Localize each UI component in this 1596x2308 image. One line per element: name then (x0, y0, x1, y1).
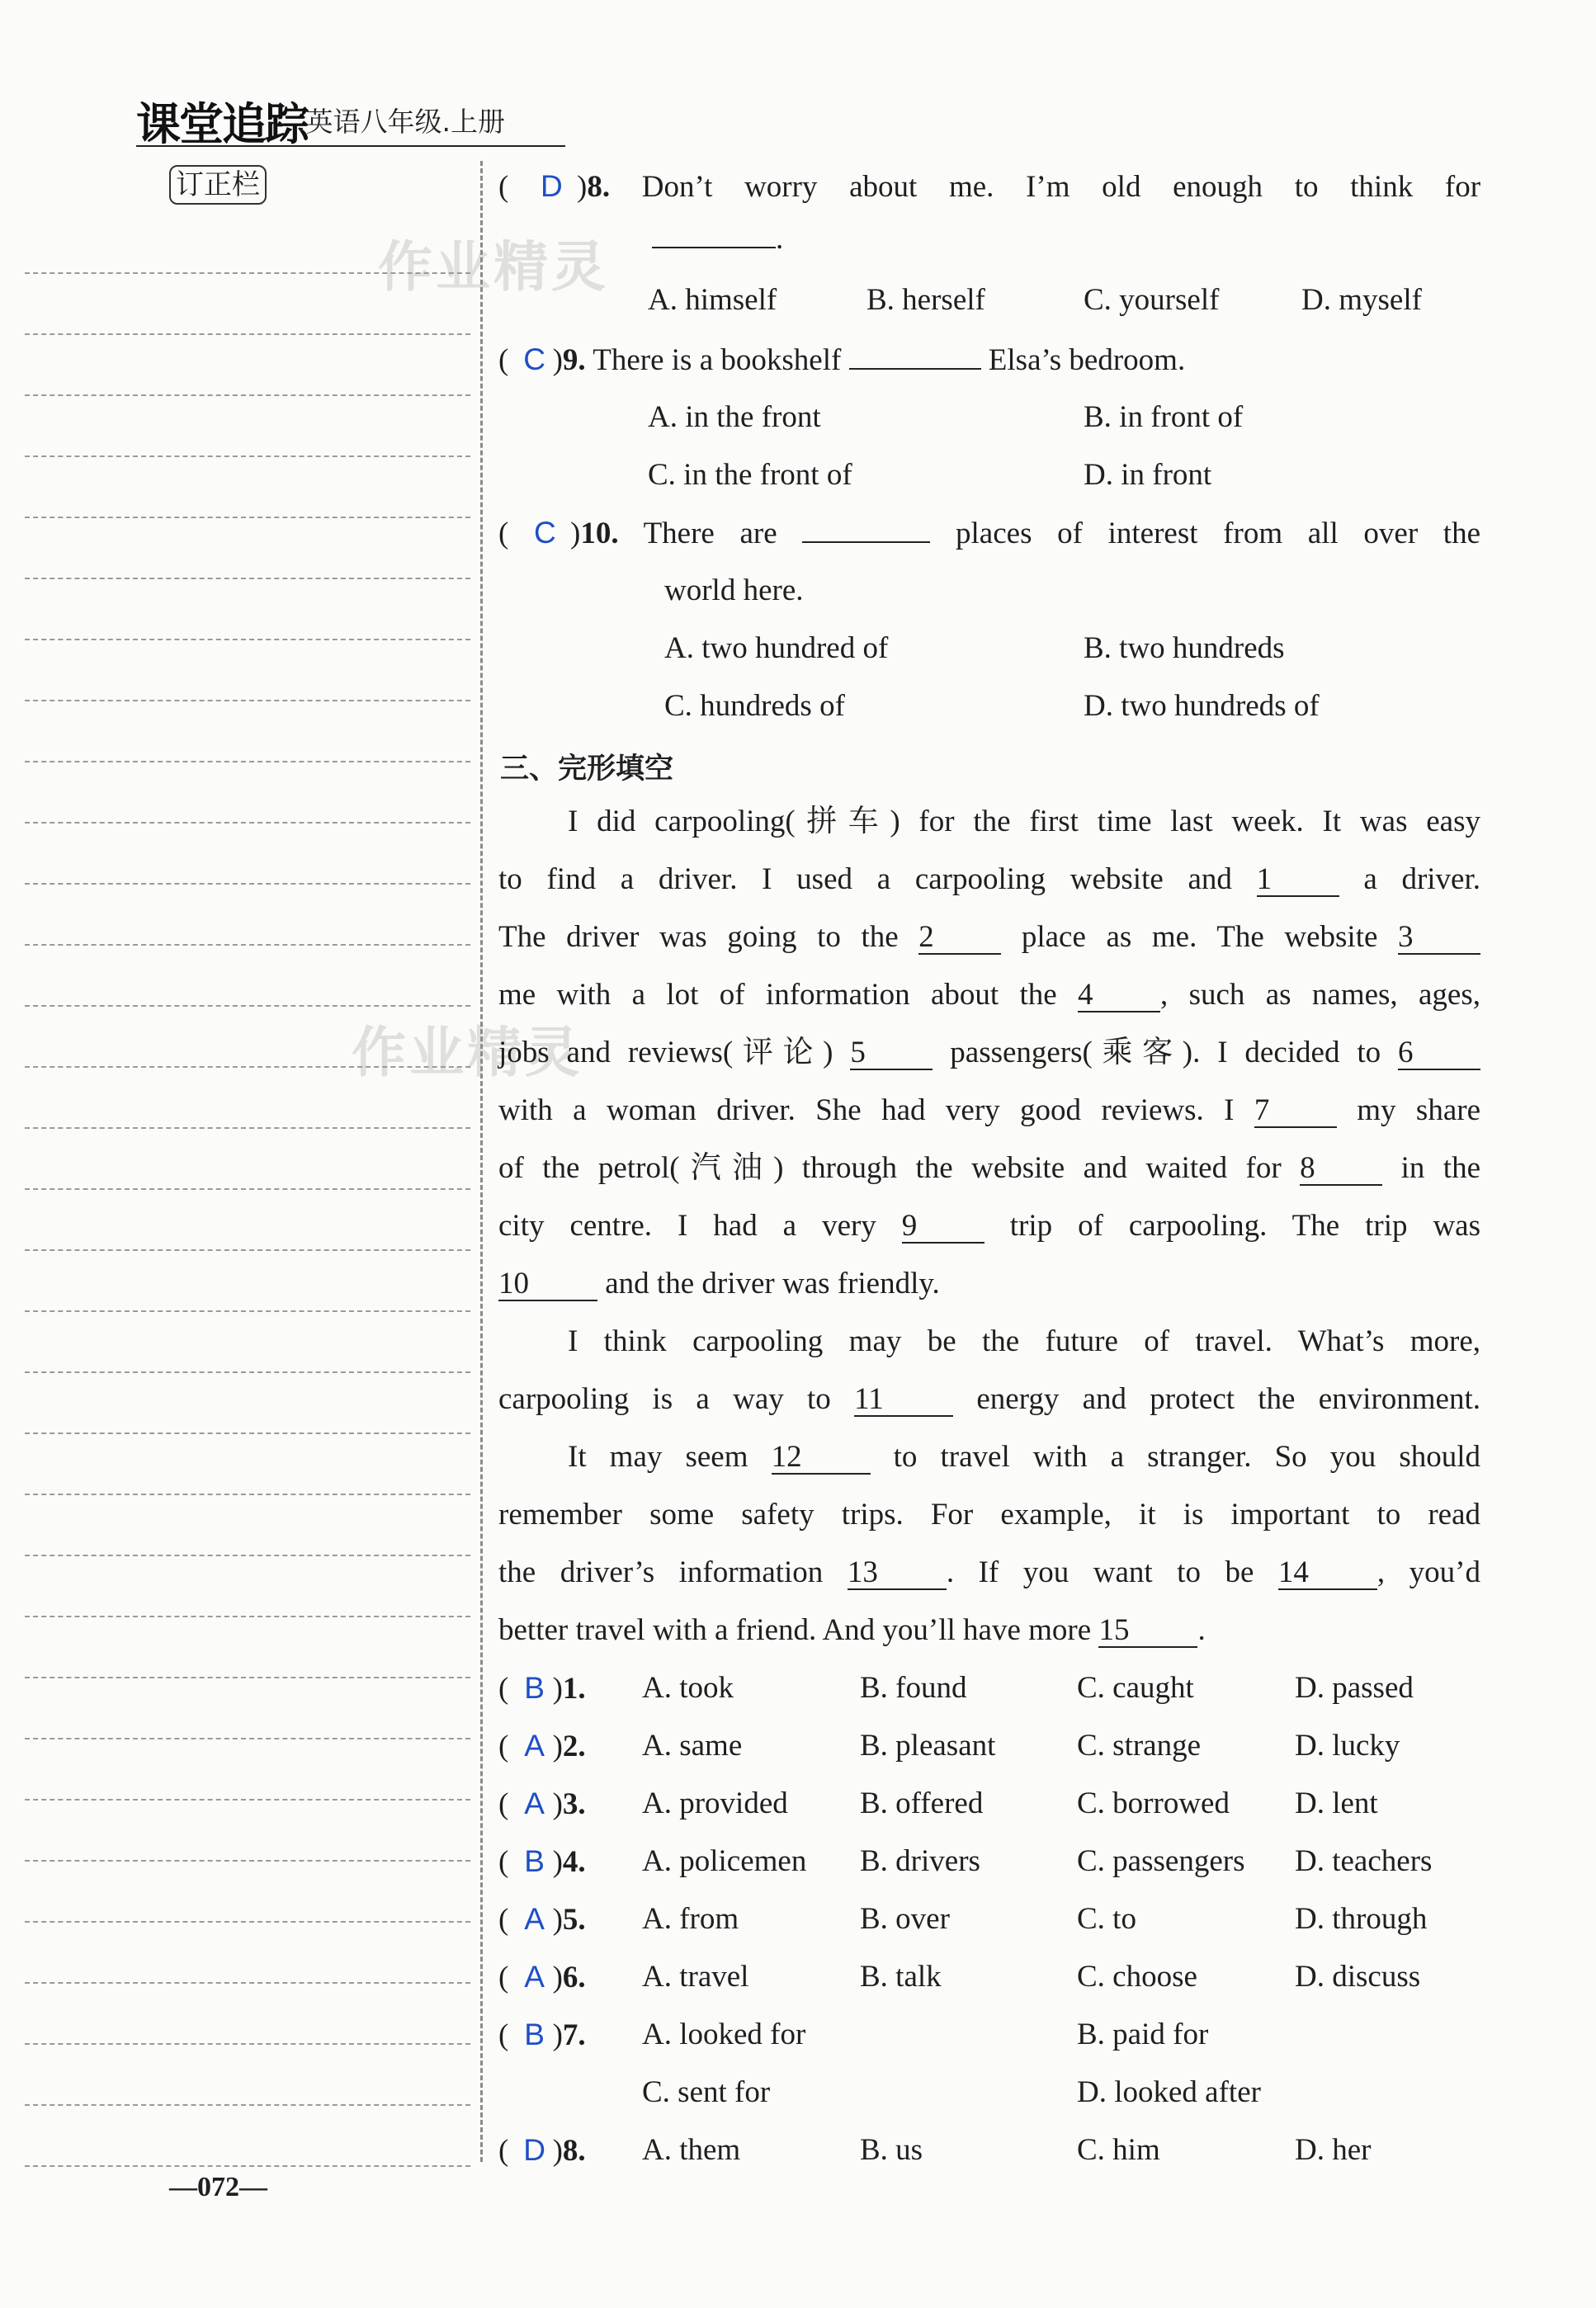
correction-rule (25, 700, 470, 701)
correction-rule (25, 1982, 470, 1984)
cloze-question-7: ( B )7. (498, 2015, 586, 2055)
column-divider (480, 161, 483, 2162)
header-rule (136, 145, 565, 147)
blank-2: 2 (918, 922, 1001, 955)
watermark: 作业精灵 (352, 1021, 583, 1084)
option-a: A. in the front (648, 400, 821, 434)
answer: A (524, 1786, 545, 1820)
blank-12: 12 (772, 1442, 871, 1475)
watermark: 作业精灵 (378, 235, 609, 299)
option-b: B. herself (866, 283, 985, 317)
correction-rule (25, 455, 470, 457)
option-d: D. in front (1084, 458, 1212, 492)
option-d: D. through (1295, 1902, 1428, 1936)
cloze-question-2: ( A )2. (498, 1726, 586, 1767)
option-c: C. sent for (642, 2075, 771, 2109)
answer: B (524, 1844, 545, 1878)
option-c: C. strange (1077, 1729, 1202, 1763)
option-c: C. hundreds of (664, 689, 845, 723)
passage-line: with a woman driver. She had very good reviews. I 7 my share (498, 1093, 1480, 1127)
correction-rule (25, 1677, 470, 1678)
question-text: places of interest from all over the (956, 517, 1481, 550)
question-text: Don’t worry about me. I’m old enough to think for (641, 170, 1481, 204)
blank-5: 5 (850, 1037, 933, 1070)
option-b: B. in front of (1084, 400, 1244, 434)
correction-rule (25, 1249, 470, 1251)
correction-rule (25, 761, 470, 762)
correction-rule (25, 883, 470, 885)
answer: A (524, 1960, 545, 1994)
blank-4: 4 (1078, 979, 1160, 1012)
correction-rule (25, 1432, 470, 1434)
cloze-question-6: ( A )6. (498, 1957, 586, 1998)
option-c: C. yourself (1084, 283, 1220, 317)
passage-line: remember some safety trips. For example, it is important to read (498, 1498, 1480, 1532)
passage-line: better travel with a friend. And you’ll have more 15 . (498, 1613, 1206, 1647)
correction-rule (25, 394, 470, 396)
passage-line: The driver was going to the 2 place as me. The website 3 (498, 918, 1480, 957)
blank-7: 7 (1254, 1095, 1337, 1128)
passage-line: I think carpooling may be the future of travel. What’s more, (568, 1324, 1480, 1358)
correction-rule (25, 1738, 470, 1739)
option-a: A. took (642, 1671, 734, 1705)
passage-line: of the petrol(汽油) through the website and waited for 8 in the (498, 1151, 1481, 1185)
cloze-question-5: ( A )5. (498, 1900, 586, 1940)
passage-line: 10 and the driver was friendly. (498, 1267, 940, 1300)
answer: C (523, 342, 545, 376)
question-text: There is a bookshelf (593, 343, 842, 377)
question-10-stem: ( C )10. There are places of interest from all over the (498, 513, 1480, 554)
correction-rule (25, 1310, 470, 1312)
option-b: B. two hundreds (1084, 631, 1285, 665)
option-c: C. in the front of (648, 458, 852, 492)
blank-14: 14 (1278, 1557, 1377, 1590)
option-c: C. caught (1077, 1671, 1194, 1705)
passage-line: It may seem 12 to travel with a stranger. So you should (568, 1440, 1481, 1474)
correction-rule (25, 944, 470, 946)
option-d: D. looked after (1077, 2075, 1261, 2109)
option-a: A. same (642, 1729, 743, 1763)
blank-15: 15 (1098, 1615, 1197, 1648)
answer: A (524, 1902, 545, 1936)
answer: A (524, 1729, 545, 1763)
blank-8: 8 (1300, 1153, 1382, 1186)
option-a: A. policemen (642, 1844, 807, 1878)
question-number: 9. (562, 343, 586, 377)
passage-line: jobs and reviews(评论) 5 passengers(乘客). I decided to 6 (498, 1033, 1480, 1073)
option-b: B. offered (860, 1786, 984, 1820)
blank-13: 13 (848, 1557, 947, 1590)
cloze-question-1: ( B )1. (498, 1668, 586, 1709)
option-d: D. myself (1301, 283, 1422, 317)
option-c: C. passengers (1077, 1844, 1245, 1878)
option-d: D. teachers (1295, 1844, 1433, 1878)
correction-rule (25, 1005, 470, 1007)
option-a: A. from (642, 1902, 739, 1936)
correction-rule (25, 1127, 470, 1129)
question-number: 10. (580, 517, 619, 550)
section-title: 三、完形填空 (500, 753, 674, 786)
question-8-stem: ( D )8. Don’t worry about me. I’m old enough to think for (498, 167, 1480, 207)
passage-line: to find a driver. I used a carpooling website and 1 a driver. (498, 862, 1481, 896)
option-a: A. himself (648, 283, 777, 317)
option-b: B. paid for (1077, 2018, 1209, 2051)
cloze-question-8: ( D )8. (498, 2131, 586, 2171)
blank-6: 6 (1398, 1037, 1480, 1070)
passage-line: I did carpooling(拼车) for the first time last week. It was easy (568, 805, 1480, 838)
correction-rule (25, 333, 470, 335)
question-9-stem: ( C )9. There is a bookshelf Elsa’s bedroom. (498, 340, 1185, 380)
blank-1: 1 (1257, 864, 1339, 897)
correction-rule (25, 2104, 470, 2106)
question-text: Elsa’s bedroom. (988, 343, 1186, 377)
option-c: C. him (1077, 2133, 1160, 2167)
correction-rule (25, 1799, 470, 1801)
answer: D (541, 169, 563, 203)
correction-rule (25, 1371, 470, 1373)
option-a: A. travel (642, 1960, 749, 1994)
blank-10: 10 (498, 1268, 597, 1301)
blank-11: 11 (854, 1384, 953, 1417)
option-d: D. her (1295, 2133, 1372, 2167)
blank-9: 9 (902, 1211, 985, 1244)
correction-rule (25, 1616, 470, 1617)
question-number: 8. (587, 170, 611, 204)
book-subtitle: .英语八年级.上册 (297, 106, 505, 138)
passage-line: city centre. I had a very 9 trip of carpooling. The trip was (498, 1209, 1481, 1243)
option-b: B. us (860, 2133, 923, 2167)
page-number: —072— (169, 2172, 267, 2202)
answer: C (533, 516, 556, 550)
passage-line: the driver’s information 13 . If you want to be 14 , you’d (498, 1555, 1481, 1589)
answer: D (523, 2133, 545, 2167)
correction-rule (25, 517, 470, 518)
book-title: 课堂追踪 (136, 98, 308, 150)
correction-rule (25, 1555, 470, 1556)
correction-rule (25, 639, 470, 640)
option-d: D. lucky (1295, 1729, 1400, 1763)
option-a: A. provided (642, 1786, 788, 1820)
option-a: A. two hundred of (664, 631, 889, 665)
answer: B (524, 2018, 545, 2051)
option-b: B. pleasant (860, 1729, 996, 1763)
option-d: D. discuss (1295, 1960, 1421, 1994)
option-b: B. talk (860, 1960, 942, 1994)
correction-rule (25, 2043, 470, 2045)
option-b: B. drivers (860, 1844, 980, 1878)
correction-rule (25, 578, 470, 579)
option-d: D. two hundreds of (1084, 689, 1320, 723)
option-c: C. to (1077, 1902, 1136, 1936)
passage-line: carpooling is a way to 11 energy and protect the environment. (498, 1382, 1481, 1416)
correction-rule (25, 2165, 470, 2167)
cloze-question-4: ( B )4. (498, 1842, 586, 1882)
correction-rule (25, 1494, 470, 1495)
option-b: B. over (860, 1902, 950, 1936)
correction-rule (25, 1860, 470, 1862)
option-b: B. found (860, 1671, 967, 1705)
answer: B (524, 1671, 545, 1705)
blank-3: 3 (1398, 922, 1480, 955)
option-c: C. choose (1077, 1960, 1197, 1994)
correction-column-label: 订正栏 (169, 165, 267, 205)
passage-line: me with a lot of information about the 4 , such as names, ages, (498, 978, 1481, 1012)
option-a: A. them (642, 2133, 741, 2167)
cloze-question-3: ( A )3. (498, 1784, 586, 1824)
answer-blank: . (652, 219, 783, 259)
question-text: world here. (664, 573, 804, 607)
option-d: D. lent (1295, 1786, 1378, 1820)
question-text: There are (643, 517, 777, 550)
correction-rule (25, 822, 470, 824)
correction-rule (25, 1921, 470, 1923)
option-c: C. borrowed (1077, 1786, 1230, 1820)
option-a: A. looked for (642, 2018, 806, 2051)
option-d: D. passed (1295, 1671, 1414, 1705)
correction-rule (25, 1188, 470, 1190)
